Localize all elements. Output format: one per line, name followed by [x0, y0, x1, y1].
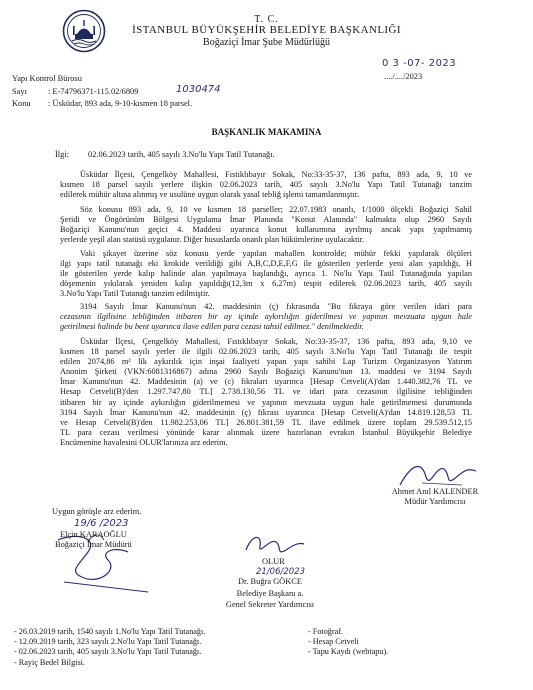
deputy-title-1: Belediye Başkanı a. [236, 589, 304, 598]
paragraph-line: Hesap Cetveli(B)'den 1.297.747,80 TL] 2.738.130,56 TL ve idari para cezasının ilgilisine tebliğinden [60, 387, 472, 397]
enclosure-list-left [14, 627, 205, 668]
paragraph-line: yerlerde yeşil alan statüsü uygulanır. Diğer hususlarda onanlı plan hükümlerine uyulacaktır. [60, 235, 365, 245]
paragraph-line: itibaren bir ay içinde aykırılığın giderilmemesi ve yapının mevzuata uygun hale getirilmemesi durumunda [60, 397, 472, 407]
enclosure-item: - 02.06.2023 tarih, 405 sayılı 3.No'lu Yapı Tatil Tutanağı. [14, 647, 202, 657]
enclosure-item: - Rayiç Bedel Bilgisi. [14, 657, 85, 667]
deputy-name: Dr. Buğra GÖKCE [238, 577, 302, 586]
manager-title: Boğaziçi İmar Müdürü [55, 540, 132, 549]
enclosure-item: - 26.03.2019 tarih, 1540 sayılı 1.No'lu Yapı Tatil Tutanağı. [14, 627, 206, 636]
paragraph-line: getirilmesi halinde bu bent uyarınca ilave edilen para cezası tahsil edilmez." denilmektedir. [60, 322, 364, 332]
paragraph-line: ilgi yapı tatil tutanağı eki krokide verildiği gibi A,B,C,D,E,F,G ile gösterilen yerlerde yeni alan yapıldığı, H [60, 259, 472, 269]
paragraph-line: Üsküdar İlçesi, Çengelköy Mahallesi, Fıstıklıbayır Sokak, No:33-35-37, 136 pafta, 893 ada, 9, 10 ve [80, 170, 472, 179]
paragraph-line: edilerek mühür altına alınmış ve usulüne uygun olarak yasal tebliğ işlemi tamamlanmıştır. [60, 190, 360, 200]
header-department: Boğaziçi İmar Şube Müdürlüğü [203, 37, 330, 48]
enclosure-item: - 12.09.2019 tarih, 323 sayılı 2.No'lu Yapı Tatil Tutanağı. [14, 637, 202, 647]
paragraph-line: Şeridi ve Öngörünüm Bölgesi Uygulama İmar Planında "Konut Alanında" kalmakta olup 2960 Sayılı [60, 215, 472, 225]
paragraph-line: Boğaziçi Kanunu'nun geçici 4. Maddesi uyarınca konut kullanımına ayrılmış ancak yapı yapılmamış [60, 225, 472, 235]
enclosure-list-right [308, 627, 388, 658]
header-municipality: İSTANBUL BÜYÜKŞEHİR BELEDİYE BAŞKANLIĞI [132, 24, 401, 36]
date-line: ..../..../2023 [384, 72, 423, 81]
konu-label: Konu [12, 99, 31, 108]
paragraph-line: kısmen 18 parsel sayılı yerler ile ilgili 02.06.2023 tarih, 405 sayılı 3.No'lu Yapı Tatil Tutanağı ile tespit [60, 347, 472, 357]
paragraph-line: 3.No'lu Yapı Tatil Tutanağı tanzim edilmiştir. [60, 289, 210, 299]
manager-signature-icon [48, 512, 158, 594]
paragraph-line: TL para cezası verilmesi yönünde karar alınmak üzere hazırlanan evrakın İstanbul Büyükşehir Belediye [60, 427, 472, 437]
paragraph-line: 3194 Sayılı İmar Kanunu'nun 42. maddesinin (ç) fıkrasında "Bu fıkraya göre verilen idari para [80, 302, 472, 311]
enclosure-item: - Hesap Cetveli [308, 637, 359, 647]
director-name: Ahmet Anıl KALENDER [391, 487, 479, 496]
sayi-value: : E-74796371-115.02/6809 [48, 87, 139, 96]
paragraph-line: cezasının ilgilisine tebliğinden itibaren bir ay içinde aykırılığın giderilmesi ve yapının mevzuata uygun hale [60, 312, 472, 322]
submit-text: Uygun görüşle arz ederim. [52, 507, 142, 516]
header-tc: T. C. [254, 14, 279, 25]
olur-date: 21/06/2023 [256, 567, 305, 577]
paragraph-1 [60, 170, 472, 200]
olur-label: OLUR [262, 557, 285, 566]
paragraph-3 [60, 249, 472, 299]
paragraph-line: Anonim Şirketi (VKN:6081316867) adına 2960 Sayılı Boğaziçi Kanunu'nun 13. maddesi ve 3194 Sayılı [60, 367, 472, 377]
paragraph-line: Vaki şikayet üzerine söz konusu yerde yapılan mahallen kontrolde; mühür fekki yapılarak ölçüleri [80, 249, 472, 258]
paragraph-line: kısmen 18 parsel sayılı yerlere ilişkin 02.06.2023 tarih, 405 sayılı 3.No'lu Yapı Tatil Tutanağı tanzim [60, 180, 472, 190]
submit-date: 19/6 /2023 [74, 518, 129, 529]
director-title: Müdür Yardımcısı [404, 497, 466, 506]
sayi-label: Sayı [12, 87, 27, 96]
paragraph-2 [60, 205, 472, 245]
konu-value: : Üsküdar, 893 ada, 9-10-kısmen 18 parsel. [48, 99, 193, 108]
manager-name: Elçin KARAOĞLU [60, 530, 127, 539]
office-name: Yapı Kontrol Bürosu [12, 74, 82, 83]
paragraph-line: döşemenin yıkılarak yeniden kalıp yapıldığı(12,3m x 6,27m) tespit edilerek 02.06.2023 tarih, 405 sayılı [60, 279, 472, 289]
paragraph-line: edilen 2074,86 m² lik aykırılık için inşai faaliyeti yapan yapı sahibi Lap Turizm Organizasyon Yatırım [60, 357, 472, 367]
addressee: BAŞKANLIK MAKAMINA [211, 127, 322, 137]
enclosure-item: - Fotoğraf. [308, 627, 344, 636]
enclosure-item: - Tapu Kaydı (webtapu). [308, 647, 389, 657]
ilgi-text: 02.06.2023 tarih, 405 sayılı 3.No'lu Yapı Tatil Tutanağı. [88, 150, 275, 159]
paragraph-line: ile gösterilen yerde kalıp halinde alan yapılmaya başlandığı, ayrıca 1. No'lu Yapı Tatil Tutanağında yapılan [60, 269, 472, 279]
date-stamp: 0 3 -07- 2023 [382, 58, 457, 69]
paragraph-line: ve Hesap Cetveli(B)'den 11.982.253,06 TL] 26.801.381,59 TL ilave edilmek üzere toplam 29.539.512,15 [60, 417, 472, 427]
paragraph-4 [60, 302, 472, 332]
paragraph-line: Söz konusu 893 ada, 9, 10 ve kısmen 18 parseller; 22.07.1983 onanlı, 1/1000 ölçekli Boğaziçi Sahil [80, 205, 472, 214]
paragraph-line: Encümenine havalesini OLUR'larınıza arz ederim. [60, 437, 228, 447]
paragraph-5 [60, 337, 472, 448]
ilgi-label: İlgi: [55, 150, 69, 159]
deputy-title-2: Genel Sekreter Yardımcısı [225, 600, 315, 609]
sayi-handwritten: 1030474 [176, 84, 221, 95]
paragraph-line: İmar Kanunu'nun 42. Maddesinin (a) ve (c) fıkraları uyarınca [Hesap Cetveli(A)'dan 1.440.382,76 TL ve [60, 377, 472, 387]
paragraph-line: 3194 Sayılı İmar Kanunu'nun 42. maddesinin (ç) fıkrası uyarınca [Hesap Cetveli(A)'dan 14.819.128,53 TL [60, 407, 472, 417]
paragraph-line: Üsküdar İlçesi, Çengelköy Mahallesi, Fıstıklıbayır Sokak, No:33-35-37, 136 pafta, 893 ada, 9,10 ve [80, 337, 472, 346]
